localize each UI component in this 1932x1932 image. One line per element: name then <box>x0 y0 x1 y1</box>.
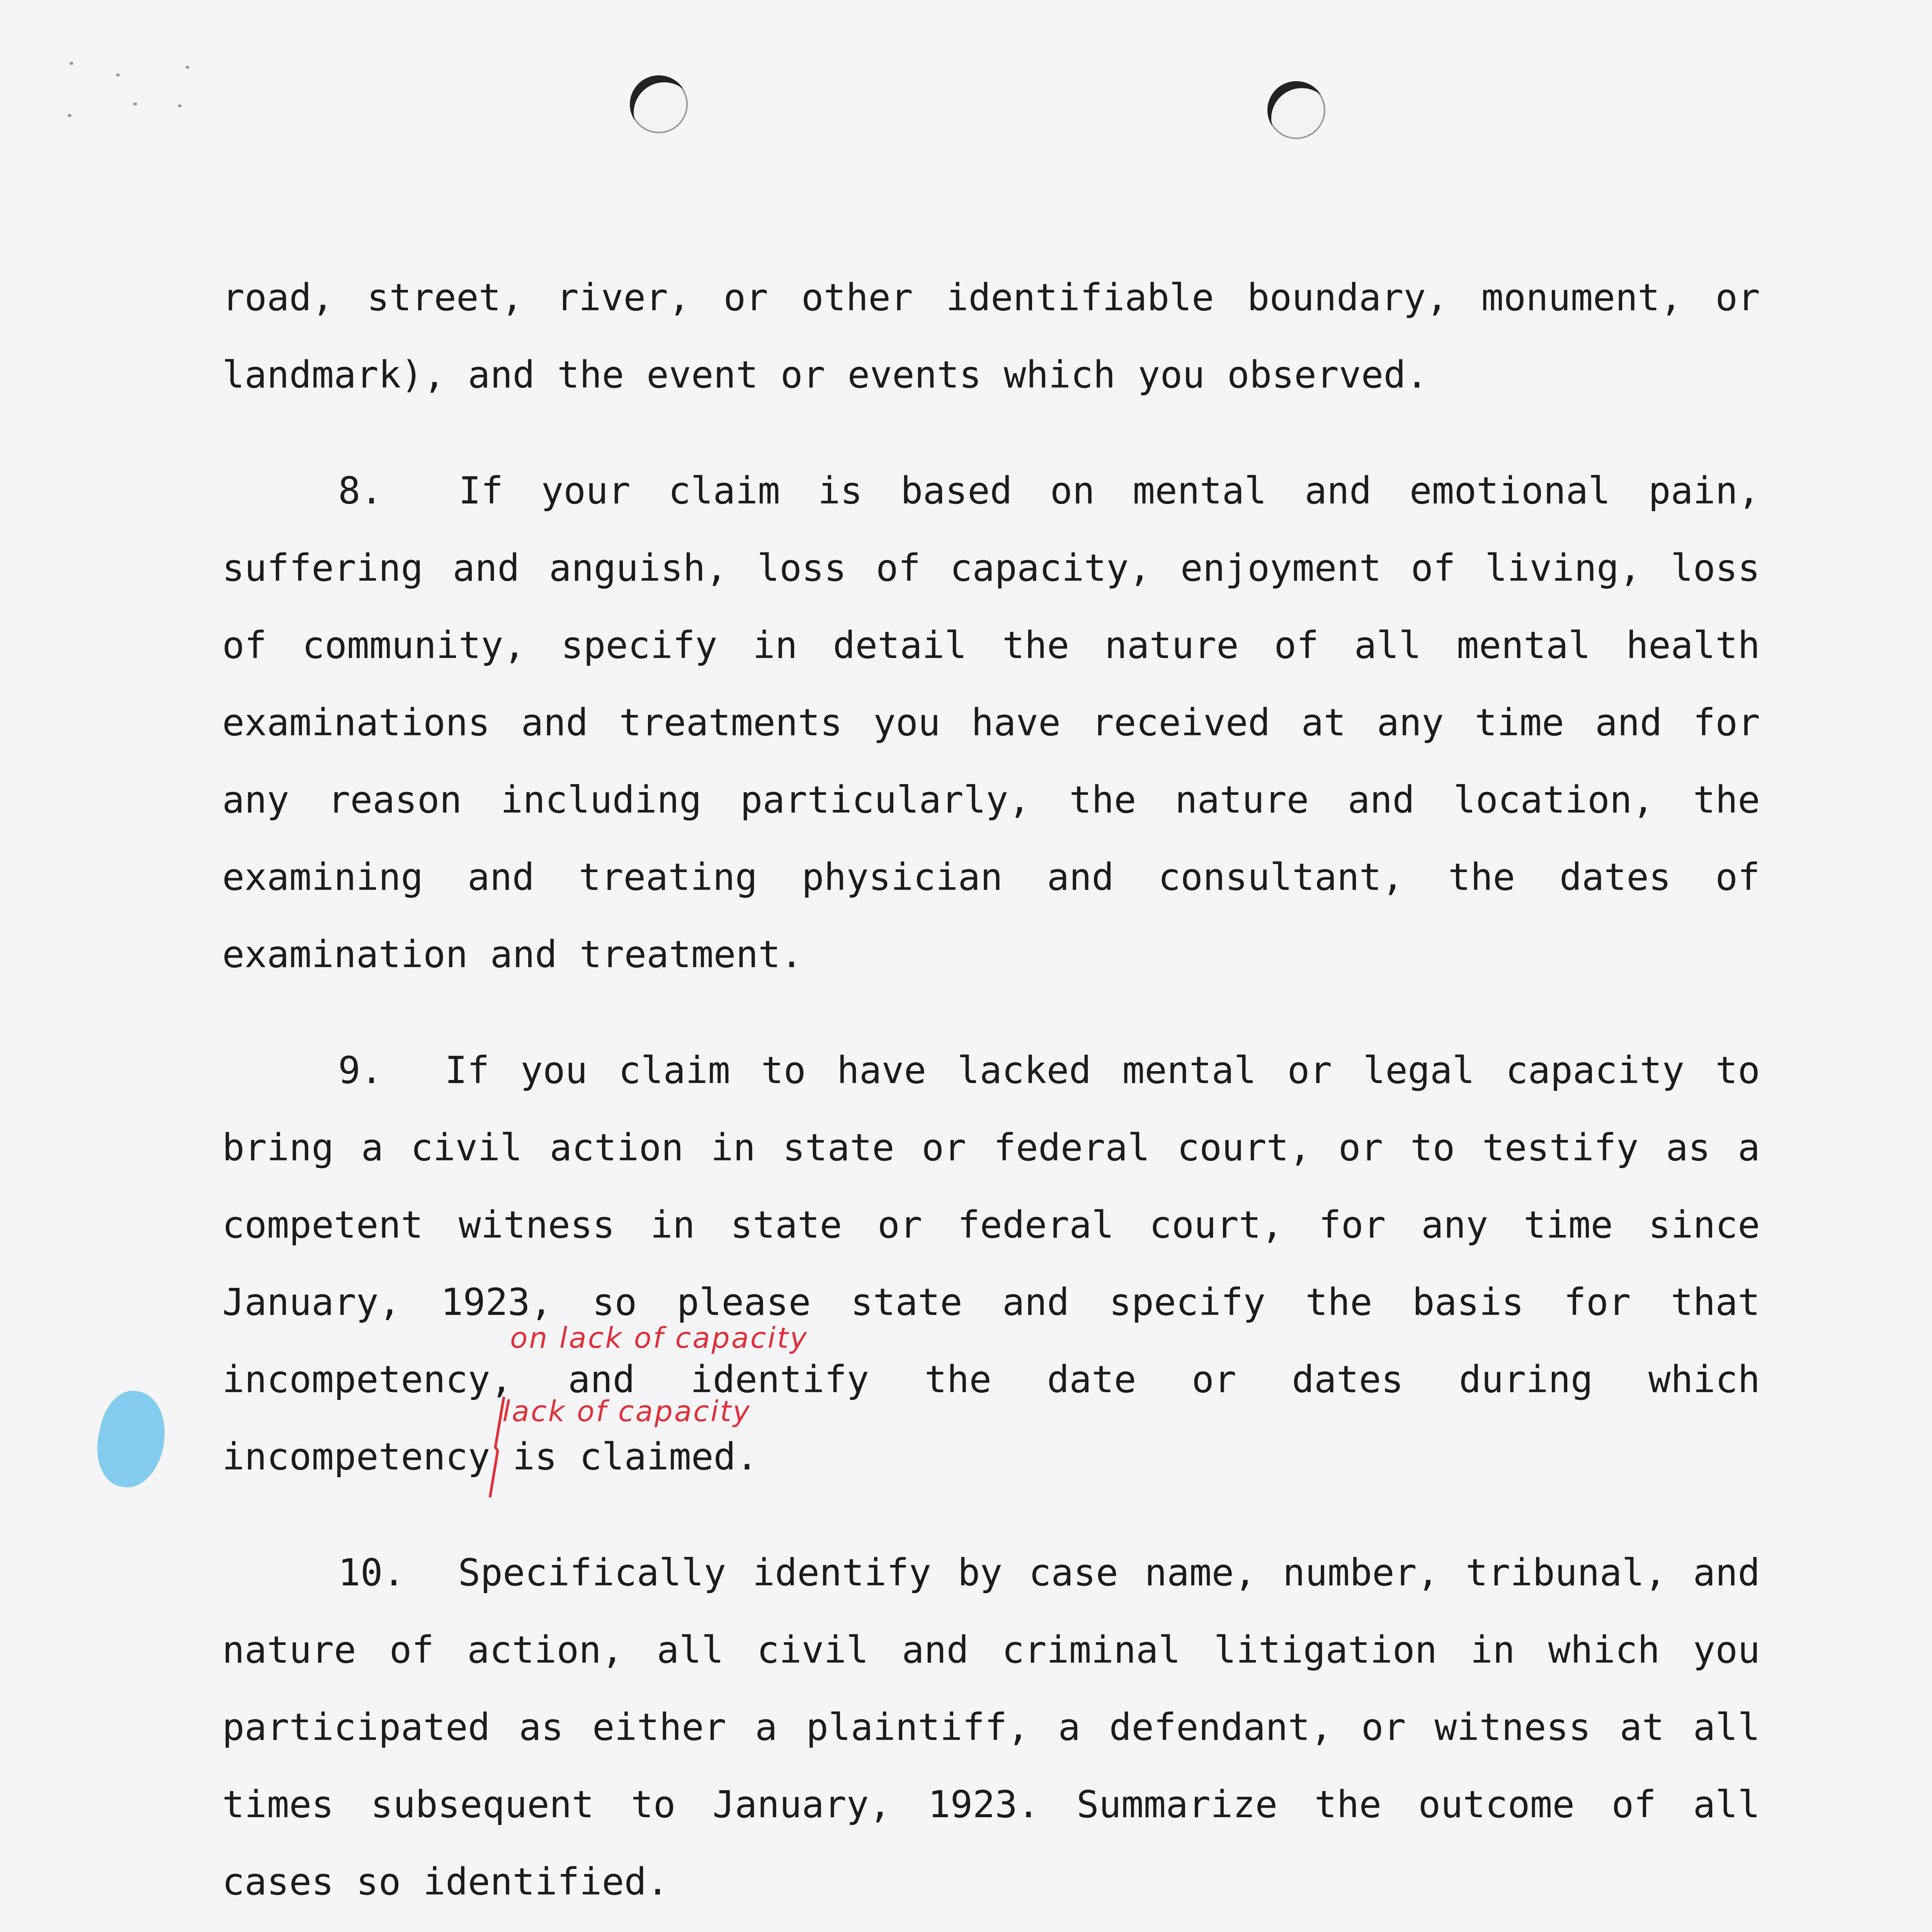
paragraph-8-number: 8. <box>338 469 383 512</box>
scan-specks <box>46 58 232 135</box>
punch-hole-right <box>1267 81 1325 139</box>
handwritten-annotation-2: lack of capacity <box>502 1395 752 1428</box>
opening-text: road, street, river, or other identifiable boundary, monument, or landmark), and the event or events which you observed. <box>222 276 1760 396</box>
paragraph-9 <box>222 1032 1760 1495</box>
paragraph-9-text: If you claim to have lacked mental or legal capacity to bring a civil action in state or federal court, or to testify as a competent witness in state or federal court, for any time since January, 1923, so please state and specify the basis for that incompetency, and identify the date or dates during which incompetency is claimed. <box>222 1049 1760 1478</box>
paragraph-10-text: Specifically identify by case name, number, tribunal, and nature of action, all civil and criminal litigation in which you participated as either a plaintiff, a defendant, or witness at all times subsequent to January, 1923. Summarize the outcome of all cases so identified. <box>222 1551 1760 1903</box>
blue-highlighter-mark <box>89 1385 173 1493</box>
paragraph-10-number: 10. <box>338 1551 405 1594</box>
paragraph-10 <box>222 1534 1760 1920</box>
paragraph-8 <box>222 452 1760 993</box>
handwritten-annotation-1: on lack of capacity <box>510 1321 808 1355</box>
punch-hole-left <box>630 75 688 133</box>
insertion-caret-mark <box>487 1393 506 1501</box>
opening-paragraph <box>222 259 1760 413</box>
paragraph-9-number: 9. <box>338 1049 383 1092</box>
paragraph-8-text: If your claim is based on mental and emotional pain, suffering and anguish, loss of capacity, enjoyment of living, loss of community, specify in detail the nature of all mental health examinations and treatments you have received at any time and for any reason including particularly, the nature and location, the examining and treating physician and consultant, the dates of examination and treatment. <box>222 469 1760 976</box>
